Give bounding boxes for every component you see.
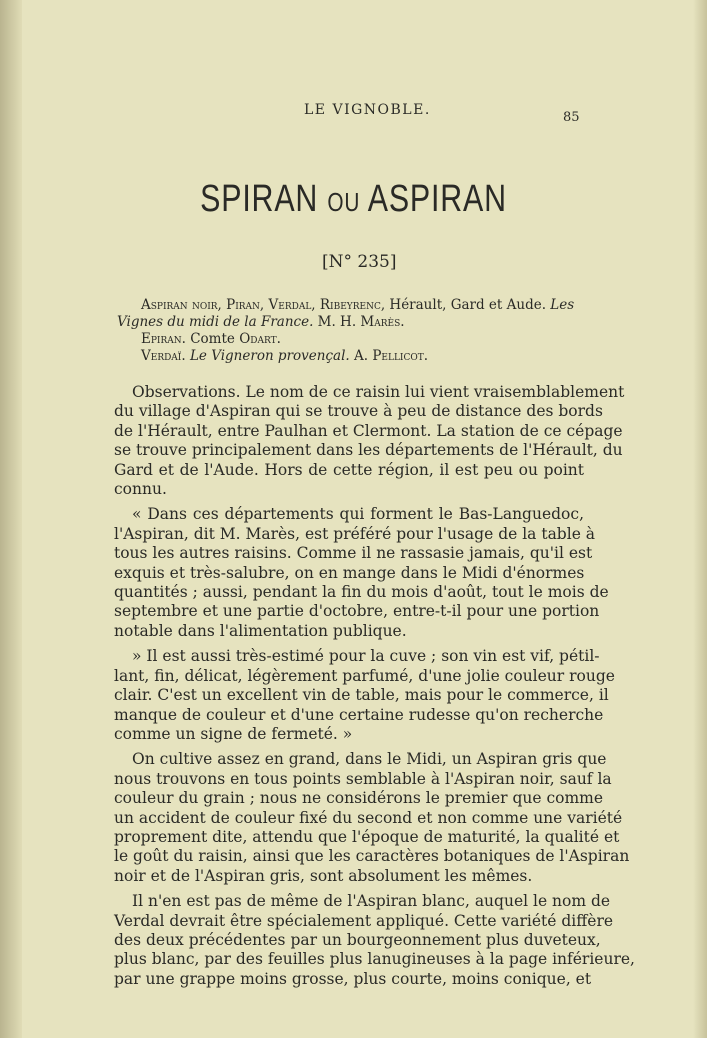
text-line: de l'Hérault, entre Paulhan et Clermont. La station de ce cépage: [114, 421, 623, 440]
synonym-region: Hérault, Gard et Aude.: [385, 297, 551, 313]
synonym-source: Le Vigneron provençal.: [185, 348, 350, 364]
synonym-line: [117, 331, 587, 348]
paragraph: [114, 892, 635, 989]
text-line: des deux précédentes par un bourgeonnement plus duveteux,: [114, 930, 601, 949]
variety-number: [N° 235]: [322, 252, 397, 272]
page-number: 85: [563, 110, 580, 125]
text-line: « Dans ces départements qui forment le Bas-Languedoc,: [132, 505, 584, 524]
page-edge: [693, 0, 707, 1038]
synonym-source: Vignes du midi de la France.: [117, 314, 314, 330]
synonym-names: Aspiran noir, Piran, Verdal, Ribeyrenc,: [141, 297, 386, 313]
text-line: Il n'en est pas de même de l'Aspiran blanc, auquel le nom de: [132, 892, 611, 911]
title-word: ASPIRAN: [367, 178, 507, 220]
synonym-author-initials: M. H.: [313, 314, 361, 330]
paragraph: [114, 383, 625, 499]
text-line: exquis et très-salubre, on en mange dans le Midi d'énormes: [114, 563, 585, 582]
text-line: connu.: [114, 480, 167, 499]
synonym-author: Marès.: [360, 314, 405, 330]
text-line: clair. C'est un excellent vin de table, mais pour le commerce, il: [114, 686, 609, 705]
paragraph: [114, 647, 615, 744]
text-line: On cultive assez en grand, dans le Midi, un Aspiran gris que: [132, 750, 607, 769]
page-title: [71, 178, 637, 221]
text-line: se trouve principalement dans les départements de l'Hérault, du: [114, 441, 623, 460]
synonym-line: [117, 297, 587, 314]
synonym-names: Epiran.: [141, 331, 186, 347]
text-line: un accident de couleur fixé du second et non comme une variété: [114, 808, 623, 827]
text-line: du village d'Aspiran qui se trouve à peu de distance des bords: [114, 402, 603, 421]
body-text: [114, 383, 635, 995]
text-line: Gard et de l'Aude. Hors de cette région, il est peu ou point: [114, 460, 584, 479]
text-line: couleur du grain ; nous ne considérons le premier que comme: [114, 789, 604, 808]
text-line: comme un signe de fermeté. »: [114, 724, 353, 743]
text-line: Verdal devrait être spécialement appliqué. Cette variété diffère: [114, 911, 614, 930]
text-line: manque de couleur et d'une certaine rudesse qu'on recherche: [114, 705, 604, 724]
text-line: par une grappe moins grosse, plus courte, moins conique, et: [114, 969, 592, 988]
text-line: noir et de l'Aspiran gris, sont absolument les mêmes.: [114, 866, 533, 885]
text-line: l'Aspiran, dit M. Marès, est préféré pour l'usage de la table à: [114, 524, 596, 543]
text-line: nous trouvons en tous points semblable à l'Aspiran noir, sauf la: [114, 769, 612, 788]
title-conjunction: OU: [327, 187, 361, 217]
text-line: lant, fin, délicat, légèrement parfumé, d'une jolie couleur rouge: [114, 666, 615, 685]
page-gutter-shadow: [0, 0, 22, 1038]
title-word: SPIRAN: [200, 178, 319, 220]
text-line: septembre et une partie d'octobre, entre-t-il pour une portion: [114, 602, 600, 621]
synonym-names: Verdaï.: [141, 348, 186, 364]
text-line: plus blanc, par des feuilles plus lanugineuses à la page inférieure,: [114, 950, 635, 969]
text-line: tous les autres raisins. Comme il ne rassasie jamais, qu'il est: [114, 544, 593, 563]
synonym-line: [117, 348, 587, 365]
synonym-author: Odart.: [239, 331, 281, 347]
synonym-author-initials: A.: [349, 348, 373, 364]
paragraph: [114, 505, 609, 641]
paragraph: [114, 750, 630, 886]
text-line: notable dans l'alimentation publique.: [114, 621, 407, 640]
text-line: le goût du raisin, ainsi que les caractères botaniques de l'Aspiran: [114, 847, 630, 866]
synonyms-block: [117, 297, 587, 365]
running-header: LE VIGNOBLE.: [304, 102, 431, 118]
text-line: Observations. Le nom de ce raisin lui vient vraisemblablement: [132, 383, 625, 401]
synonym-line: [117, 314, 587, 331]
text-line: » Il est aussi très-estimé pour la cuve ; son vin est vif, pétil-: [132, 647, 600, 666]
text-line: quantités ; aussi, pendant la fin du mois d'août, tout le mois de: [114, 583, 609, 602]
text-line: proprement dite, attendu que l'époque de maturité, la qualité et: [114, 827, 620, 846]
synonym-source: Les: [550, 297, 575, 313]
synonym-author: Pellicot.: [372, 348, 429, 364]
synonym-title: Comte: [185, 331, 240, 347]
